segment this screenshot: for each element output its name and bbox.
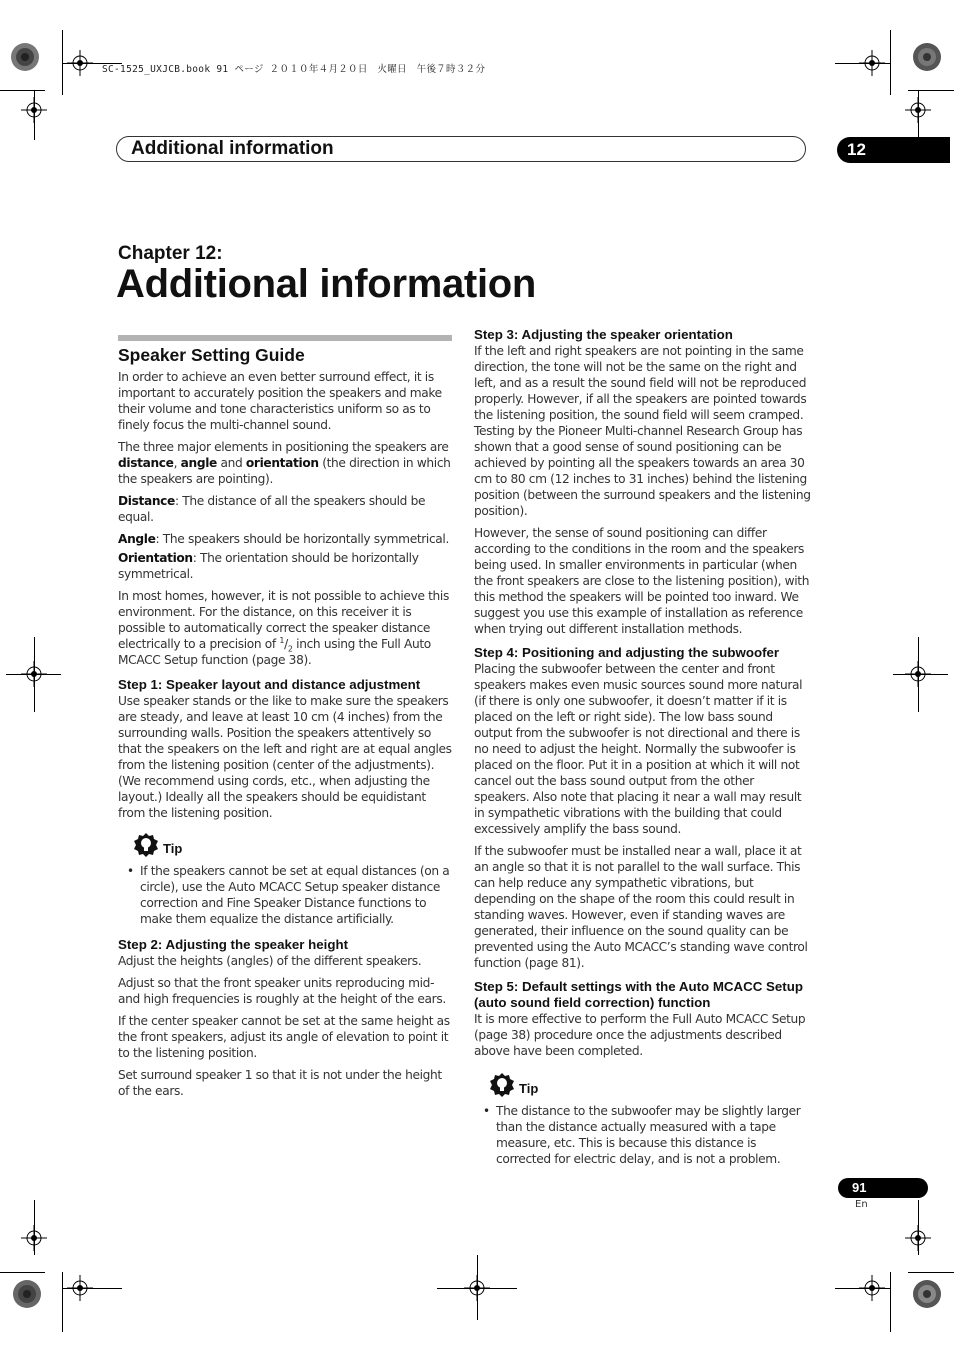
definition-distance: Distance: The distance of all the speakers should be equal. bbox=[118, 494, 426, 524]
definition-orientation: Orientation: The orientation should be horizontally symmetrical. bbox=[118, 551, 419, 581]
left-column bbox=[118, 344, 456, 1105]
tip-label: Tip bbox=[519, 1081, 539, 1096]
color-rosette-icon bbox=[10, 42, 40, 72]
paragraph: The three major elements in positioning the speakers are distance, angle and orientation (the direction in which the speakers are pointing). bbox=[118, 440, 451, 486]
registration-mark-icon bbox=[67, 50, 93, 76]
registration-mark-icon bbox=[859, 1275, 885, 1301]
crop-mark bbox=[0, 1272, 45, 1273]
crop-mark bbox=[890, 1272, 891, 1332]
crop-mark bbox=[437, 1288, 517, 1289]
tip-item bbox=[474, 1103, 812, 1167]
section-rule bbox=[118, 335, 452, 341]
term-distance: distance bbox=[118, 456, 174, 470]
tip-header bbox=[474, 1073, 812, 1103]
lightbulb-tip-icon bbox=[490, 1073, 514, 1097]
running-header bbox=[116, 136, 806, 162]
registration-mark-icon bbox=[905, 1225, 931, 1251]
paragraph: If the subwoofer must be installed near a wall, place it at an angle so that it is not parallel to the wall surface. This can help reduce any sympathetic vibrations, but depending on the shape of the room this could result in standing waves. However, even if standing waves are generated, their influence on the sound quality can be prevented using the Auto MCACC’s standing wave control function (page 81). bbox=[474, 844, 808, 970]
tip-label: Tip bbox=[163, 841, 183, 856]
tip-item bbox=[118, 863, 456, 927]
paragraph: In order to achieve an even better surround effect, it is important to accurately position the speakers and make their volume and tone characteristics uniform so as to finely focus the multi-channel sound. bbox=[118, 370, 442, 432]
running-header-title: Additional information bbox=[131, 138, 334, 159]
paragraph: Placing the subwoofer between the center and front speakers makes even music sources sound more natural (if there is only one subwoofer, it doesn’t matter if it is placed on the left or right side). The low bass sound output from the subwoofer is not directional and there is no need to adjust the height. Normally the subwoofer is placed on the floor. Put it in a position at which it will not cancel out the bass sound output from the other speakers. Also note that placing it near a wall may result in sympathetic vibrations with the building that could excessively amplify the bass sound. bbox=[474, 662, 803, 836]
crop-mark bbox=[908, 90, 954, 91]
paragraph: Use speaker stands or the like to make sure the speakers are steady, and leave at least 10 cm (4 inches) from the surrounding walls. Position the speakers attentively so that the speakers on the left and right are at equal angles from the listening position (center of the adjustments). (We recommend using cords, etc., when adjusting the layout.) Ideally all the speakers should be equidistant from the listening position. bbox=[118, 694, 452, 820]
definition-angle: Angle: The speakers should be horizontally symmetrical. bbox=[118, 532, 449, 546]
paragraph: If the left and right speakers are not pointing in the same direction, the tone will not be the same on the right and left, and as a result the sound field will not be reproduced properly. However, if all the speakers are pointed towards the listening position, the sound field will seem cramped. Testing by the Pioneer Multi-channel Research Group has shown that a good sense of sound positioning can be achieved by pointing all the speakers towards an area 30 cm to 80 cm (12 inches to 31 inches) behind the listening position (between the surround speakers and the listening position). bbox=[474, 344, 811, 518]
registration-mark-icon bbox=[905, 97, 931, 123]
paragraph: Adjust so that the front speaker units reproducing mid- and high frequencies is roughly at the height of the ears. bbox=[118, 976, 446, 1006]
step5-title: Step 5: Default settings with the Auto MCACC Setup (auto sound field correction) function bbox=[474, 979, 803, 1010]
step4-title: Step 4: Positioning and adjusting the subwoofer bbox=[474, 645, 780, 660]
color-rosette-icon bbox=[912, 1279, 942, 1309]
chapter-number-tab bbox=[837, 137, 950, 163]
paragraph: Set surround speaker 1 so that it is not under the height of the ears. bbox=[118, 1068, 442, 1098]
step1-title: Step 1: Speaker layout and distance adjustment bbox=[118, 677, 421, 692]
print-file-info: SC-1525_UXJCB.book 91 ページ ２０１０年４月２０日 火曜日 午後７時３２分 bbox=[102, 64, 486, 75]
page-number: 91 bbox=[852, 1180, 867, 1195]
bullet: • bbox=[127, 864, 135, 878]
color-rosette-icon bbox=[12, 1279, 42, 1309]
registration-mark-icon bbox=[859, 50, 885, 76]
registration-mark-icon bbox=[67, 1275, 93, 1301]
registration-mark-icon bbox=[21, 97, 47, 123]
page-number-tab bbox=[838, 1178, 928, 1198]
color-rosette-icon bbox=[912, 42, 942, 72]
paragraph: It is more effective to perform the Full Auto MCACC Setup (page 38) procedure once the adjustments described above have been completed. bbox=[474, 1012, 806, 1058]
crop-mark bbox=[908, 1272, 954, 1273]
paragraph: In most homes, however, it is not possible to achieve this environment. For the distance, on this receiver it is possible to automatically correct the speaker distance electrically to a precision of $^1/_2$ inch using the Full Auto MCACC Setup function (page 38). bbox=[118, 589, 449, 667]
crop-mark bbox=[6, 674, 61, 675]
chapter-number: 12 bbox=[847, 140, 866, 159]
section-title: Speaker Setting Guide bbox=[118, 345, 305, 365]
tip-text: The distance to the subwoofer may be slightly larger than the distance actually measured with a tape measure, etc. This is because this distance is corrected for electric delay, and is not a problem. bbox=[496, 1104, 801, 1166]
lightbulb-tip-icon bbox=[134, 833, 158, 857]
tip-text: If the speakers cannot be set at equal distances (on a circle), use the Auto MCACC Setup speaker distance correction and Fine Speaker Distance functions to make them equalize the distance artificially. bbox=[140, 864, 450, 926]
registration-mark-icon bbox=[21, 1225, 47, 1251]
chapter-label: Chapter 12: bbox=[118, 243, 223, 264]
crop-mark bbox=[893, 674, 948, 675]
paragraph: If the center speaker cannot be set at the same height as the front speakers, adjust its angle of elevation to point it to the listening position. bbox=[118, 1014, 450, 1060]
crop-mark bbox=[0, 90, 45, 91]
bullet: • bbox=[483, 1104, 491, 1118]
term-angle: angle bbox=[180, 456, 217, 470]
paragraph: However, the sense of sound positioning can differ according to the conditions in the room and the speakers being used. In smaller environments in particular (when the front speakers are close to the listening position), with this method the speakers will be pointed too inward. We suggest you use this example of installation as reference when trying out different installation methods. bbox=[474, 526, 810, 636]
right-column bbox=[474, 327, 812, 1177]
term-orientation: orientation bbox=[245, 456, 319, 470]
tip-header bbox=[118, 833, 456, 863]
step2-title: Step 2: Adjusting the speaker height bbox=[118, 937, 349, 952]
step3-title: Step 3: Adjusting the speaker orientation bbox=[474, 327, 733, 342]
crop-mark bbox=[62, 1272, 63, 1332]
chapter-title: Additional information bbox=[116, 262, 537, 306]
paragraph: Adjust the heights (angles) of the different speakers. bbox=[118, 954, 422, 968]
crop-mark bbox=[890, 30, 891, 95]
language-code: En bbox=[855, 1199, 868, 1210]
